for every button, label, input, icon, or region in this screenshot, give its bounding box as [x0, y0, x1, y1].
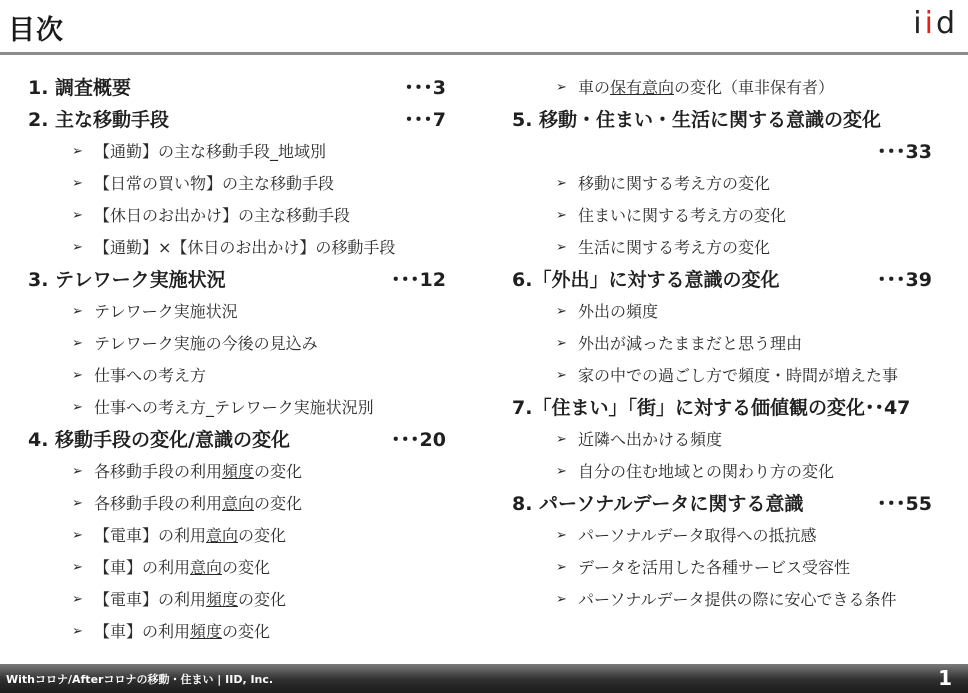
subitem-label: 各移動手段の利用頻度の変化 — [94, 462, 303, 481]
arrow-bullet-icon: ➢ — [556, 560, 567, 575]
iid-logo: iid — [913, 6, 958, 41]
arrow-bullet-icon: ➢ — [556, 304, 567, 319]
subitem-label: 仕事への考え方_テレワーク実施状況別 — [94, 398, 374, 417]
toc-section-heading[interactable] — [512, 104, 942, 136]
arrow-bullet-icon: ➢ — [72, 496, 83, 511]
subitem-label: 仕事への考え方 — [94, 366, 207, 385]
subitem-label: 【車】の利用意向の変化 — [94, 558, 271, 577]
arrow-bullet-icon: ➢ — [72, 368, 83, 383]
section-label: 5. 移動・住まい・生活に関する意識の変化 — [512, 109, 882, 131]
subitem-label: 【車】の利用頻度の変化 — [94, 622, 271, 641]
toc-subitem[interactable] — [28, 520, 458, 552]
section-page: ･･･20 — [391, 429, 446, 451]
section-page: ･･･12 — [391, 269, 446, 291]
arrow-bullet-icon: ➢ — [556, 240, 567, 255]
toc-subitem[interactable] — [28, 392, 458, 424]
toc-subitem[interactable] — [512, 424, 942, 456]
toc-subitem[interactable] — [28, 200, 458, 232]
section-page: ･･･7 — [404, 109, 446, 131]
section-label: 8. パーソナルデータに関する意識 — [512, 493, 804, 515]
subitem-label: 生活に関する考え方の変化 — [578, 238, 771, 257]
arrow-bullet-icon: ➢ — [72, 592, 83, 607]
subitem-label: 車の保有意向の変化（車非保有者） — [578, 78, 835, 97]
arrow-bullet-icon: ➢ — [72, 400, 83, 415]
toc-subitem[interactable] — [512, 456, 942, 488]
underlined-term: 意向 — [222, 494, 255, 513]
toc-subitem[interactable] — [28, 360, 458, 392]
subitem-label: テレワーク実施の今後の見込み — [94, 334, 318, 353]
arrow-bullet-icon: ➢ — [72, 560, 83, 575]
subitem-label: テレワーク実施状況 — [94, 302, 238, 321]
subitem-label: 【休日のお出かけ】の主な移動手段 — [94, 206, 351, 225]
subitem-label: 【電車】の利用頻度の変化 — [94, 590, 287, 609]
arrow-bullet-icon: ➢ — [72, 624, 83, 639]
section-page: ･･･3 — [404, 77, 446, 99]
arrow-bullet-icon: ➢ — [556, 592, 567, 607]
section-page: ･･･33 — [877, 141, 932, 163]
slide-header — [0, 0, 968, 52]
slide-footer — [0, 664, 968, 693]
arrow-bullet-icon: ➢ — [72, 464, 83, 479]
arrow-bullet-icon: ➢ — [556, 336, 567, 351]
arrow-bullet-icon: ➢ — [72, 528, 83, 543]
subitem-label: パーソナルデータ提供の際に安心できる条件 — [578, 590, 897, 609]
section-label: 4. 移動手段の変化/意識の変化 — [28, 429, 290, 451]
underlined-term: 保有意向 — [610, 78, 675, 97]
toc-subitem[interactable] — [512, 360, 942, 392]
toc-section-heading[interactable] — [28, 72, 458, 104]
toc-section-heading[interactable] — [512, 264, 942, 296]
toc-subitem[interactable] — [28, 616, 458, 648]
arrow-bullet-icon: ➢ — [72, 144, 83, 159]
toc-subitem[interactable] — [28, 328, 458, 360]
toc-subitem[interactable] — [512, 584, 942, 616]
toc-section-heading[interactable] — [28, 424, 458, 456]
arrow-bullet-icon: ➢ — [72, 304, 83, 319]
arrow-bullet-icon: ➢ — [556, 464, 567, 479]
subitem-label: 【電車】の利用意向の変化 — [94, 526, 287, 545]
subitem-label: 住まいに関する考え方の変化 — [578, 206, 787, 225]
toc-subitem[interactable] — [512, 200, 942, 232]
underlined-term: 意向 — [206, 526, 239, 545]
footer-text: Withコロナ/Afterコロナの移動・住まい | IID, Inc. — [6, 673, 274, 686]
toc-subitem[interactable] — [512, 328, 942, 360]
section-page: ･･･55 — [877, 493, 932, 515]
toc-subitem[interactable] — [28, 136, 458, 168]
subitem-label: データを活用した各種サービス受容性 — [578, 558, 851, 577]
subitem-label: 各移動手段の利用意向の変化 — [94, 494, 303, 513]
subitem-label: 【日常の買い物】の主な移動手段 — [94, 174, 335, 193]
arrow-bullet-icon: ➢ — [72, 208, 83, 223]
toc-subitem[interactable] — [28, 584, 458, 616]
toc-section-heading[interactable] — [28, 104, 458, 136]
arrow-bullet-icon: ➢ — [556, 368, 567, 383]
arrow-bullet-icon: ➢ — [556, 176, 567, 191]
header-divider — [0, 52, 968, 55]
underlined-term: 頻度 — [190, 622, 223, 641]
subitem-label: 外出が減ったままだと思う理由 — [578, 334, 803, 353]
section-label: 7.「住まい」「街」に対する価値観の変化･･47 — [512, 397, 911, 419]
underlined-term: 頻度 — [222, 462, 255, 481]
toc-subitem[interactable] — [28, 232, 458, 264]
section-page: ･･･39 — [877, 269, 932, 291]
subitem-label: 【通勤】×【休日のお出かけ】の移動手段 — [94, 238, 396, 257]
underlined-term: 意向 — [190, 558, 223, 577]
subitem-label: 外出の頻度 — [578, 302, 659, 321]
subitem-label: 近隣へ出かける頻度 — [578, 430, 723, 449]
section-label: 2. 主な移動手段 — [28, 109, 170, 131]
arrow-bullet-icon: ➢ — [556, 432, 567, 447]
arrow-bullet-icon: ➢ — [556, 208, 567, 223]
toc-subitem[interactable] — [28, 168, 458, 200]
page-title: 目次 — [8, 15, 64, 46]
page-number: 1 — [938, 666, 952, 690]
toc-subitem[interactable] — [512, 72, 942, 104]
section-label: 3. テレワーク実施状況 — [28, 269, 226, 291]
arrow-bullet-icon: ➢ — [556, 80, 567, 95]
toc-subitem[interactable] — [512, 168, 942, 200]
toc-subitem[interactable] — [28, 488, 458, 520]
toc-subitem[interactable] — [28, 456, 458, 488]
arrow-bullet-icon: ➢ — [72, 176, 83, 191]
toc-subitem[interactable] — [28, 296, 458, 328]
section-label: 1. 調査概要 — [28, 77, 132, 99]
toc-right-column — [512, 72, 942, 616]
toc-subitem[interactable] — [512, 296, 942, 328]
toc-subitem[interactable] — [512, 552, 942, 584]
section-label: 6.「外出」に対する意識の変化 — [512, 269, 780, 291]
toc-subitem[interactable] — [512, 232, 942, 264]
arrow-bullet-icon: ➢ — [72, 336, 83, 351]
toc-section-heading[interactable] — [512, 392, 942, 424]
toc-section-heading[interactable] — [512, 488, 942, 520]
toc-subitem[interactable] — [512, 520, 942, 552]
toc-subitem[interactable] — [28, 552, 458, 584]
toc-left-column — [28, 72, 458, 648]
subitem-label: 自分の住む地域との関わり方の変化 — [578, 462, 835, 481]
arrow-bullet-icon: ➢ — [72, 240, 83, 255]
toc-section-heading[interactable] — [28, 264, 458, 296]
subitem-label: パーソナルデータ取得への抵抗感 — [578, 526, 817, 545]
arrow-bullet-icon: ➢ — [556, 528, 567, 543]
subitem-label: 【通勤】の主な移動手段_地域別 — [94, 142, 327, 161]
subitem-label: 家の中での過ごし方で頻度・時間が増えた事 — [578, 366, 899, 385]
subitem-label: 移動に関する考え方の変化 — [578, 174, 771, 193]
underlined-term: 頻度 — [206, 590, 239, 609]
section-page-line — [512, 136, 942, 168]
